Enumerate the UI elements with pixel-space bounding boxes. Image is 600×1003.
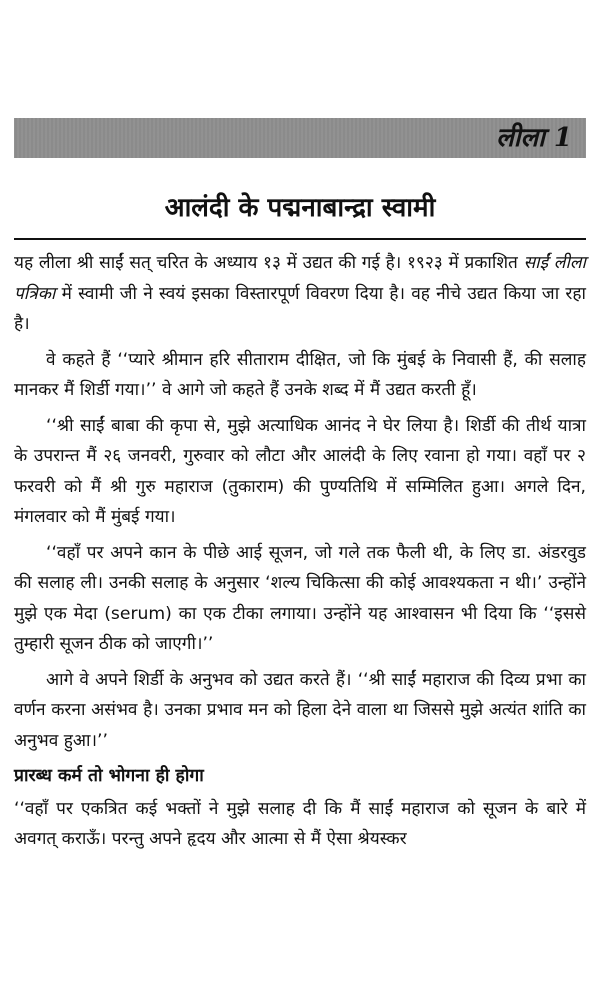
- paragraph: ‘‘श्री साईं बाबा की कृपा से, मुझे अत्याधिक आनंद ने घेर लिया है। शिर्डी की तीर्थ यात्रा के उपरान्त मैं २६ जनवरी, गुरुवार को लौटा और आलंदी के लिए रवाना हो गया। वहाँ पर २ फरवरी को मैं श्री गुरु महाराज (तुकाराम) की पुण्यतिथि में सम्मिलित हुआ। अगले दिन, मंगलवार को मैं मुंबई गया।: [14, 415, 586, 527]
- paragraph-text: में स्वामी जी ने स्वयं इसका विस्तारपूर्ण विवरण दिया है। वह नीचे उद्यत किया जा रहा है।: [14, 283, 586, 334]
- paragraph: [14, 538, 586, 660]
- section-paragraph: ‘‘वहाँ पर एकत्रित कई भक्तों ने मुझे सलाह दी कि मैं साईं महाराज को सूजन के बारे में अवगत् कराऊँ। परन्तु अपने हृदय और आत्मा से मैं ऐसा श्रेयस्कर: [14, 798, 586, 849]
- chapter-title: आलंदी के पद्मनाबान्द्रा स्वामी: [164, 193, 436, 223]
- paragraph: आगे वे अपने शिर्डी के अनुभव को उद्यत करते हैं। ‘‘श्री साईं महाराज की दिव्य प्रभा का वर्णन करना असंभव है। उनका प्रभाव मन को हिला देने वाला था जिससे मुझे अत्यंत शांति का अनुभव हुआ।’’: [14, 669, 586, 751]
- title-divider: [14, 238, 586, 240]
- chapter-body: [14, 248, 586, 860]
- paragraph-intro: [14, 248, 586, 340]
- paragraph: वे कहते हैं ‘‘प्यारे श्रीमान हरि सीताराम दीक्षित, जो कि मुंबई के निवासी हैं, की सलाह मानकर मैं शिर्डी गया।’’ वे आगे जो कहते हैं उनके शब्द में मैं उद्यत करती हूँ।: [14, 349, 586, 400]
- paragraph-text: यह लीला श्री साईं सत् चरित के अध्याय १३ में उद्यत की गई है। १९२३ में प्रकाशित: [14, 253, 524, 273]
- latin-term: serum: [110, 603, 166, 624]
- paragraph-text: ) का एक टीका लगाया। उन्होंने यह आश्वासन भी दिया कि ‘‘इससे तुम्हारी सूजन ठीक को जाएगी।’’: [14, 603, 586, 654]
- chapter-banner: [14, 118, 586, 158]
- paragraph-text: ‘‘वहाँ पर अपने कान के पीछे आई सूजन, जो गले तक फैली थी, के लिए डा. अंडरवुड की सलाह ली। उनकी सलाह के अनुसार ‘शल्य चिकित्सा की कोई आवश्यकता न थी।’ उन्होंने मुझे एक मेदा (: [14, 542, 586, 624]
- chapter-label: लीला 1: [496, 123, 572, 153]
- magazine-title: साईं लीला पत्रिका: [14, 253, 587, 304]
- section-heading: प्रारब्ध कर्म तो भोगना ही होगा: [14, 766, 204, 786]
